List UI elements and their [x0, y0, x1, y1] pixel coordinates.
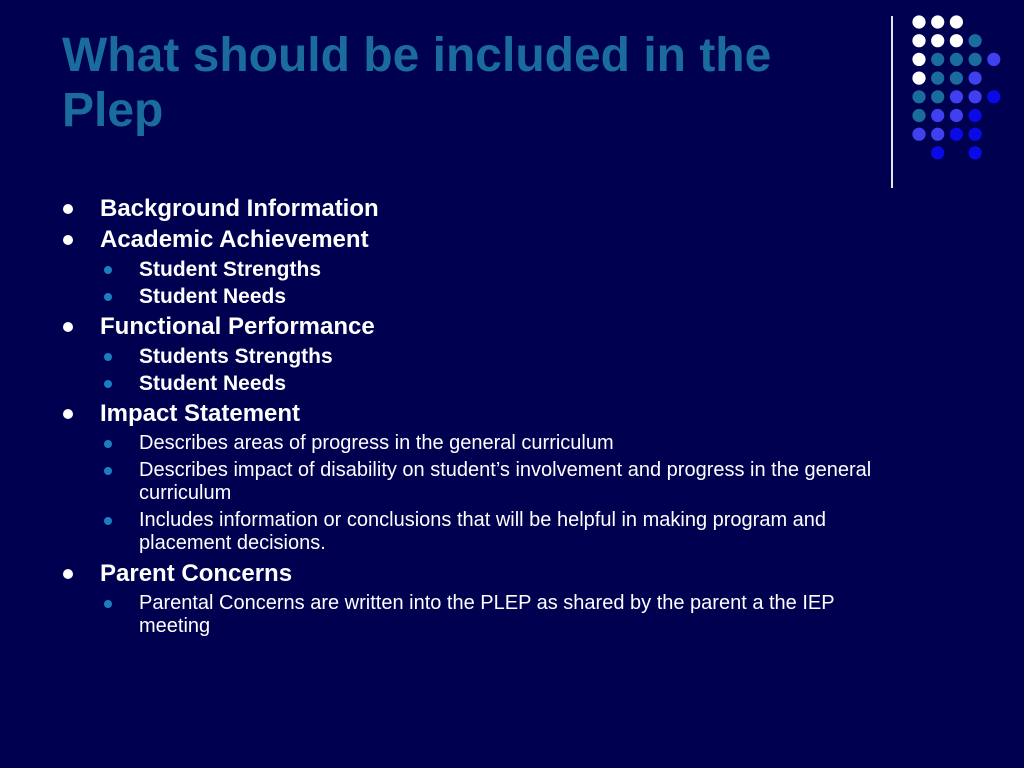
sub-bullet-item [60, 459, 899, 505]
sub-bullet-list [60, 258, 960, 308]
sub-bullet-text: Parental Concerns are written into the PLEP as shared by the parent a the IEP meeting [139, 592, 835, 637]
sub-list-container [60, 592, 960, 638]
bullet-dot-icon [63, 204, 73, 214]
sub-bullet-dot-icon [104, 266, 112, 274]
bullet-item [60, 225, 960, 255]
sub-bullet-item [60, 345, 899, 368]
sub-bullet-text: Student Needs [139, 372, 287, 395]
sub-bullet-list [60, 592, 960, 638]
sub-bullet-dot-icon [104, 467, 112, 475]
sub-bullet-item [60, 592, 899, 638]
bullet-text: Academic Achievement [100, 226, 369, 253]
bullet-text: Parent Concerns [100, 560, 293, 587]
sub-bullet-item [60, 432, 899, 455]
decorative-dot [950, 128, 963, 141]
sub-bullet-item [60, 285, 899, 308]
sub-list-container [60, 432, 960, 555]
decorative-dot [950, 34, 963, 47]
decorative-dot [912, 90, 925, 103]
decorative-dot [912, 15, 925, 28]
decorative-dot [912, 53, 925, 66]
decorative-dot [969, 109, 982, 122]
sub-bullet-text: Includes information or conclusions that will be helpful in making program and placement decisions. [139, 509, 827, 554]
decorative-dot-grid [905, 10, 1015, 170]
bullet-dot-icon [63, 235, 73, 245]
decorative-dot [969, 146, 982, 159]
sub-bullet-list [60, 345, 960, 395]
bullet-dot-icon [63, 322, 73, 332]
sub-bullet-dot-icon [104, 293, 112, 301]
decorative-dot [931, 90, 944, 103]
title-divider-line [891, 16, 893, 188]
sub-bullet-dot-icon [104, 517, 112, 525]
bullet-list [60, 194, 960, 642]
decorative-dot [969, 53, 982, 66]
sub-bullet-item [60, 258, 899, 281]
bullet-text: Background Information [100, 195, 379, 222]
decorative-dot [931, 146, 944, 159]
slide-title: What should be included in the Plep [62, 29, 772, 137]
bullet-item [60, 559, 960, 589]
sub-bullet-item [60, 372, 899, 395]
decorative-dot [969, 90, 982, 103]
bullet-text: Impact Statement [100, 400, 301, 427]
sub-bullet-text: Student Needs [139, 285, 287, 308]
sub-bullet-text: Describes areas of progress in the general curriculum [139, 432, 614, 454]
decorative-dot [931, 34, 944, 47]
decorative-dot [950, 109, 963, 122]
decorative-dot [912, 72, 925, 85]
bullet-item [60, 194, 960, 224]
decorative-dot [912, 34, 925, 47]
sub-bullet-dot-icon [104, 600, 112, 608]
decorative-dot [912, 109, 925, 122]
sub-bullet-dot-icon [104, 440, 112, 448]
decorative-dot [931, 72, 944, 85]
bullet-text: Functional Performance [100, 313, 375, 340]
decorative-dot [987, 53, 1000, 66]
decorative-dot [969, 128, 982, 141]
decorative-dot [931, 109, 944, 122]
decorative-dot [950, 72, 963, 85]
sub-list-container [60, 258, 960, 308]
decorative-dot [969, 34, 982, 47]
decorative-dot [931, 128, 944, 141]
decorative-dot [969, 72, 982, 85]
bullet-item [60, 399, 960, 429]
decorative-dot [912, 128, 925, 141]
sub-bullet-list [60, 432, 960, 555]
sub-bullet-text: Student Strengths [139, 258, 321, 281]
sub-list-container [60, 345, 960, 395]
decorative-dot [950, 53, 963, 66]
bullet-item [60, 312, 960, 342]
decorative-dot [950, 90, 963, 103]
bullet-dot-icon [63, 569, 73, 579]
decorative-dot [931, 15, 944, 28]
decorative-dot [950, 15, 963, 28]
bullet-dot-icon [63, 409, 73, 419]
decorative-dot [931, 53, 944, 66]
sub-bullet-item [60, 509, 899, 555]
sub-bullet-dot-icon [104, 380, 112, 388]
sub-bullet-dot-icon [104, 353, 112, 361]
sub-bullet-text: Describes impact of disability on student’s involvement and progress in the general curriculum [139, 459, 872, 504]
decorative-dot [987, 90, 1000, 103]
sub-bullet-text: Students Strengths [139, 345, 333, 368]
